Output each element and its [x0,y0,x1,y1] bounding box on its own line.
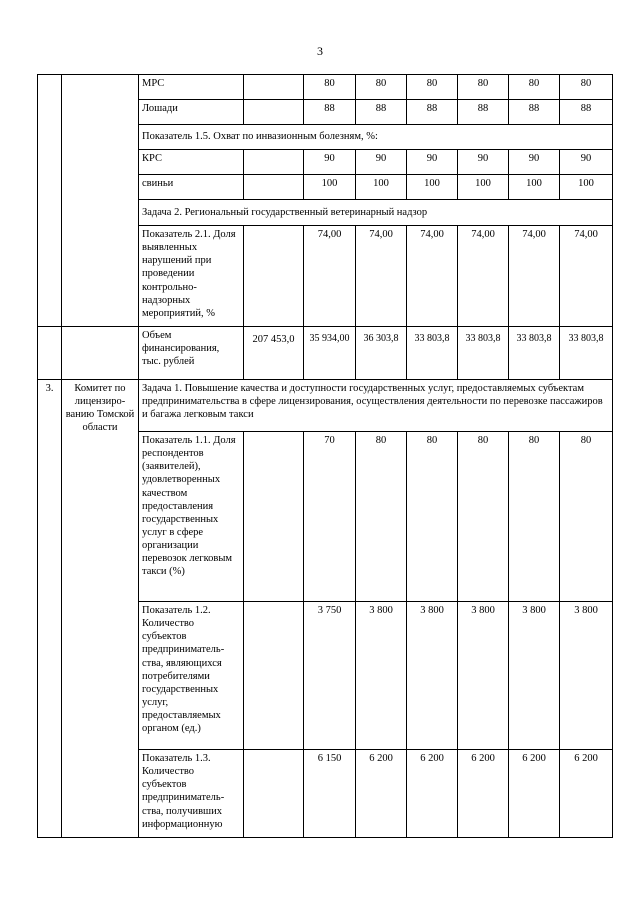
table-row [38,75,613,100]
value-cell: 88 [458,100,509,125]
value-cell: 3 750 [304,602,356,750]
value-cell: 33 803,8 [458,327,509,380]
value-cell: 100 [458,175,509,200]
value-cell: 100 [304,175,356,200]
cell-number-empty [38,327,62,380]
total-cell [244,432,304,602]
value-cell: 88 [356,100,407,125]
value-cell: 100 [509,175,560,200]
value-cell: 90 [509,150,560,175]
value-cell: 90 [560,150,613,175]
total-cell [244,100,304,125]
value-cell: 3 800 [356,602,407,750]
value-cell: 74,00 [304,226,356,327]
row-label: Объем финансирования, тыс. рублей [139,327,244,380]
cell-number-empty [38,75,62,327]
value-cell: 33 803,8 [407,327,458,380]
table-row [38,380,613,432]
value-cell: 80 [407,75,458,100]
value-cell: 3 800 [509,602,560,750]
value-cell: 88 [509,100,560,125]
value-cell: 74,00 [509,226,560,327]
value-cell: 74,00 [407,226,458,327]
value-cell: 80 [560,432,613,602]
section-number: 3. [38,380,62,838]
value-cell: 80 [509,432,560,602]
value-cell: 80 [458,432,509,602]
row-label: Показатель 1.2. Количество субъектов предприниматель-ства, являющихся потребителями государственных услуг, предоставляемых органом (ед.) [139,602,244,750]
value-cell: 6 150 [304,750,356,838]
row-label: Показатель 1.1. Доля респондентов (заявителей), удовлетворенных качеством предоставления государственных услуг в сфере организации перевозок легковым такси (%) [139,432,244,602]
value-cell: 90 [304,150,356,175]
cell-org-empty [62,327,139,380]
value-cell: 100 [407,175,458,200]
value-cell: 80 [356,432,407,602]
value-cell: 90 [407,150,458,175]
row-label: свиньи [139,175,244,200]
organization-name: Комитет по лицензиро-ванию Томской области [62,380,139,838]
row-label: КРС [139,150,244,175]
row-label: Лошади [139,100,244,125]
value-cell: 6 200 [407,750,458,838]
row-label: Показатель 2.1. Доля выявленных нарушений при проведении контрольно-надзорных мероприятий, % [139,226,244,327]
total-cell: 207 453,0 [244,327,304,380]
value-cell: 80 [304,75,356,100]
value-cell: 6 200 [509,750,560,838]
value-cell: 74,00 [560,226,613,327]
value-cell: 74,00 [356,226,407,327]
total-cell [244,750,304,838]
value-cell: 35 934,00 [304,327,356,380]
table-row [38,327,613,380]
value-cell: 90 [356,150,407,175]
total-cell [244,602,304,750]
value-cell: 74,00 [458,226,509,327]
value-cell: 100 [356,175,407,200]
value-cell: 6 200 [356,750,407,838]
value-cell: 90 [458,150,509,175]
value-cell: 70 [304,432,356,602]
value-cell: 6 200 [458,750,509,838]
value-cell: 3 800 [560,602,613,750]
row-label: Показатель 1.3. Количество субъектов предприниматель-ства, получивших информационную [139,750,244,838]
page-number: 3 [317,44,323,58]
row-label: МРС [139,75,244,100]
value-cell: 3 800 [407,602,458,750]
task-heading: Задача 2. Региональный государственный ветеринарный надзор [139,200,613,226]
value-cell: 80 [458,75,509,100]
total-cell [244,150,304,175]
value-cell: 33 803,8 [509,327,560,380]
value-cell: 88 [304,100,356,125]
value-cell: 88 [560,100,613,125]
total-cell [244,226,304,327]
value-cell: 100 [560,175,613,200]
value-cell: 80 [407,432,458,602]
total-cell [244,175,304,200]
total-cell [244,75,304,100]
value-cell: 33 803,8 [560,327,613,380]
cell-org-empty [62,75,139,327]
value-cell: 80 [509,75,560,100]
value-cell: 36 303,8 [356,327,407,380]
value-cell: 80 [560,75,613,100]
indicator-heading: Показатель 1.5. Охват по инвазионным болезням, %: [139,125,613,150]
value-cell: 80 [356,75,407,100]
value-cell: 3 800 [458,602,509,750]
program-table [37,74,613,838]
value-cell: 88 [407,100,458,125]
value-cell: 6 200 [560,750,613,838]
task-heading: Задача 1. Повышение качества и доступности государственных услуг, предоставляемых субъектам предпринимательства в сфере лицензирования, осуществления деятельности по перевозке пассажиров и багажа легковым такси [139,380,613,432]
